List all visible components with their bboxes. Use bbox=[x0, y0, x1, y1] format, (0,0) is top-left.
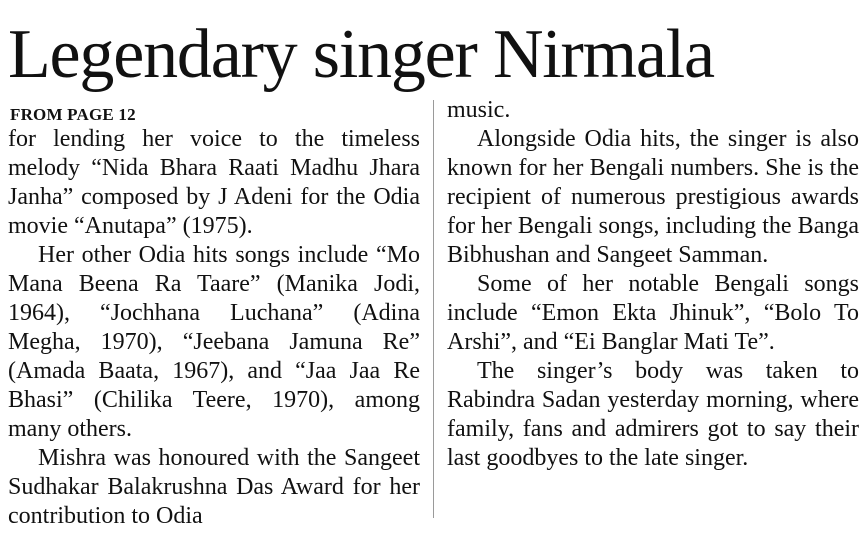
column-divider bbox=[433, 100, 434, 518]
article-paragraph: The singer’s body was taken to Rabindra Sadan yesterday morning, where family, fans and admirers got to say their last goodbyes to the late singer. bbox=[447, 358, 859, 471]
article-column-left bbox=[8, 96, 420, 531]
article-paragraph: for lending her voice to the timeless melody “Nida Bhara Raati Madhu Jhara Janha” composed by J Adeni for the Odia movie “Anutapa” (1975). bbox=[8, 126, 420, 239]
headline: Legendary singer Nirmala bbox=[8, 16, 714, 93]
article-paragraph: Mishra was honoured with the Sangeet Sudhakar Balakrushna Das Award for her contribution to Odia bbox=[8, 445, 420, 529]
continuation-kicker: FROM PAGE 12 bbox=[10, 105, 136, 124]
article-paragraph: Her other Odia hits songs include “Mo Mana Beena Ra Taare” (Manika Jodi, 1964), “Jochhana Luchana” (Adina Megha, 1970), “Jeebana Jamuna Re” (Amada Baata, 1967), and “Jaa Jaa Re Bhasi” (Chilika Teere, 1970), among many others. bbox=[8, 242, 420, 442]
article-paragraph: Some of her notable Bengali songs include “Emon Ekta Jhinuk”, “Bolo To Arshi”, and “Ei Banglar Mati Te”. bbox=[447, 271, 859, 355]
article-paragraph: music. bbox=[447, 97, 511, 123]
article-paragraph: Alongside Odia hits, the singer is also known for her Bengali numbers. She is the recipient of numerous prestigious awards for her Bengali songs, including the Banga Bibhushan and Sangeet Samman. bbox=[447, 126, 859, 268]
article-column-right bbox=[447, 96, 859, 473]
